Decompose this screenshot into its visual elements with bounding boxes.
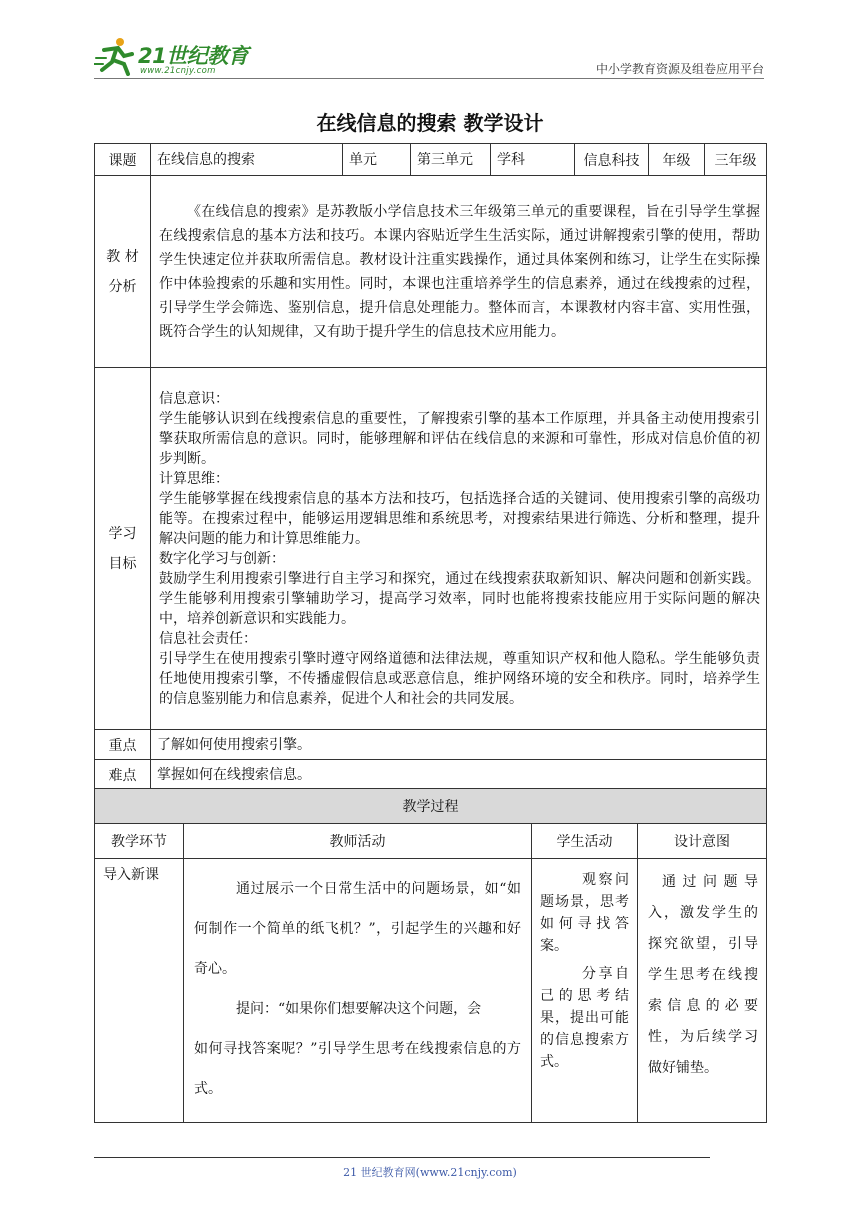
goal-text: 学生能够掌握在线搜索信息的基本方法和技巧，包括选择合适的关键词、使用搜索引擎的高级功能等。在搜索过程中，能够运用逻辑思维和系统思考，对搜索结果进行筛选、分析和整理，提升解决问题的能力和计算思维能力。 — [159, 490, 760, 547]
header-teacher: 教师活动 — [184, 824, 532, 859]
topic-value: 在线信息的搜索 — [151, 144, 343, 176]
topic-label: 课题 — [95, 144, 151, 176]
teacher-activity — [184, 859, 532, 1123]
subject-value: 信息科技 — [575, 144, 649, 176]
student-paragraph: 分享自己的思考结果，提出可能的信息搜索方式。 — [540, 966, 629, 1070]
student-paragraph: 观察问题场景，思考如何寻找答案。 — [540, 872, 629, 954]
header-divider — [94, 78, 764, 79]
goal-text: 学生能够认识到在线搜索信息的重要性，了解搜索引擎的基本工作原理，并具备主动使用搜索引擎获取所需信息的意识。同时，能够理解和评估在线信息的来源和可靠性，形成对信息价值的初步判断。 — [159, 410, 760, 467]
footer-divider — [94, 1157, 710, 1158]
teaching-process-table — [94, 788, 767, 1123]
goal-text: 鼓励学生利用搜索引擎进行自主学习和探究，通过在线搜索获取新知识、解决问题和创新实践。学生能够利用搜索引擎辅助学习，提高学习效率，同时也能将搜索技能应用于实际问题的解决中，培养创新意识和实践能力。 — [159, 570, 760, 627]
process-row — [95, 859, 767, 1123]
platform-name: 中小学教育资源及组卷应用平台 — [595, 62, 764, 76]
runner-logo-icon — [94, 36, 138, 76]
goals-label: 学习 目标 — [95, 368, 151, 730]
logo-brand: 21世纪教育 — [138, 44, 249, 68]
teacher-paragraph: 通过展示一个日常生活中的问题场景，如“如何制作一个简单的纸飞机？”，引起学生的兴趣和好奇心。 — [194, 881, 521, 977]
goal-heading: 信息社会责任： — [159, 630, 257, 647]
stage-cell: 导入新课 — [95, 859, 184, 1123]
difficulty-text: 掌握如何在线搜索信息。 — [151, 760, 767, 790]
difficulty-label: 难点 — [95, 760, 151, 790]
goals-content — [151, 368, 767, 730]
analysis-label: 教 材 分析 — [95, 176, 151, 368]
unit-value: 第三单元 — [411, 144, 491, 176]
unit-label: 单元 — [343, 144, 411, 176]
teacher-paragraph: 如何寻找答案呢？”引导学生思考在线搜索信息的方式。 — [194, 1041, 521, 1097]
page-header — [94, 32, 764, 80]
goal-text: 引导学生在使用搜索引擎时遵守网络道德和法律法规，尊重知识产权和他人隐私。学生能够负责任地使用搜索引擎，不传播虚假信息或恶意信息，维护网络环境的安全和秩序。同时，培养学生的信息鉴别能力和信息素养，促进个人和社会的共同发展。 — [159, 650, 760, 707]
process-title-row — [95, 789, 767, 824]
key-point-label: 重点 — [95, 730, 151, 760]
goal-heading: 信息意识： — [159, 390, 229, 407]
goal-heading: 计算思维： — [159, 470, 229, 487]
grade-value: 三年级 — [705, 144, 767, 176]
intent-paragraph: 通过问题导入，激发学生的探究欲望，引导学生思考在线搜索信息的必要性，为后续学习做好铺垫。 — [648, 874, 758, 1076]
header-stage: 教学环节 — [95, 824, 184, 859]
key-point-text: 了解如何使用搜索引擎。 — [151, 730, 767, 760]
process-title: 教学过程 — [95, 789, 767, 824]
teacher-paragraph: 提问：“如果你们想要解决这个问题，会 — [236, 1001, 482, 1017]
footer-text: 21 世纪教育网(www.21cnjy.com) — [343, 1166, 517, 1179]
difficulty-row — [95, 760, 767, 790]
student-activity — [532, 859, 638, 1123]
analysis-row — [95, 176, 767, 368]
design-intent — [638, 859, 767, 1123]
analysis-text: 《在线信息的搜索》是苏教版小学信息技术三年级第三单元的重要课程，旨在引导学生掌握在线搜索信息的基本方法和技巧。本课内容贴近学生生活实际，通过讲解搜索引擎的使用，帮助学生快速定位并获取所需信息。教材设计注重实践操作，通过具体案例和练习，让学生在实际操作中体验搜索的乐趣和实用性。同时，本课也注重培养学生的信息素养，通过在线搜索的过程，引导学生学会筛选、鉴别信息，提升信息处理能力。整体而言，本课教材内容丰富、实用性强，既符合学生的认知规律，又有助于提升学生的信息技术应用能力。 — [151, 176, 767, 368]
logo — [94, 36, 264, 76]
lesson-info-table — [94, 143, 767, 790]
logo-url: www.21cnjy.com — [140, 66, 216, 76]
goal-heading: 数字化学习与创新： — [159, 550, 285, 567]
header-student: 学生活动 — [532, 824, 638, 859]
process-header-row — [95, 824, 767, 859]
info-row — [95, 144, 767, 176]
header-intent: 设计意图 — [638, 824, 767, 859]
key-point-row — [95, 730, 767, 760]
goals-row — [95, 368, 767, 730]
grade-label: 年级 — [649, 144, 705, 176]
document-title: 在线信息的搜索 教学设计 — [316, 111, 544, 135]
subject-label: 学科 — [491, 144, 575, 176]
